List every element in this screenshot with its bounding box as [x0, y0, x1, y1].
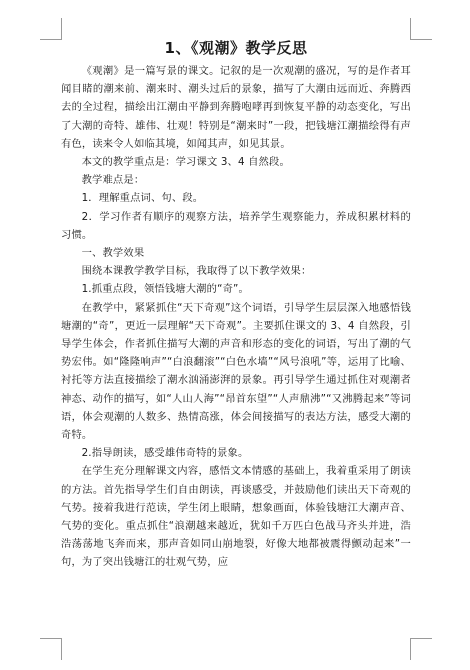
body-paragraph-1: 在教学中，紧紧抓住“天下奇观”这个词语，引导学生层层深入地感悟钱塘潮的“奇”，更近一层理解“天下奇观”。主要抓住课文的 3、4 自然段，引导学生体会，作者抓住描写大潮的声音和形态的变化的词语，写出了潮的气势宏伟。如“隆隆响声”“白浪翻滚”“白色水墙”“风号浪吼”等，运用了比喻、衬托等方法直接描绘了潮水汹涌澎湃的景象。再引导学生通过抓住对观潮者神态、动作的描写，如“人山人海”“昂首东望”“人声鼎沸”“又沸腾起来”等词语，体会观潮的人数多、热情高涨，体会间接描写的表达方法，感受大潮的奇特。	[61, 301, 411, 442]
corner-mark-bottom-left-h	[40, 638, 62, 639]
teaching-difficulty-heading: 教学难点是：	[81, 174, 145, 187]
section-heading-effect: 一、教学效果	[81, 247, 145, 260]
document-title: 1、《观潮》教学反思	[164, 39, 308, 57]
effect-intro: 围绕本课教学教学目标，我取得了以下教学效果：	[81, 265, 312, 278]
subheading-1: 1.抓重点段，领悟钱塘大潮的“奇”。	[81, 283, 249, 296]
subheading-2: 2.指导朗读，感受雄伟奇特的景象。	[81, 447, 249, 460]
difficulty-item-1: 1．理解重点词、句、段。	[81, 192, 204, 205]
corner-mark-top-left-h	[40, 39, 62, 40]
corner-mark-bottom-right-h	[410, 638, 432, 639]
difficulty-item-2: 2．学习作者有顺序的观察方法，培养学生观察能力，养成积累材料的习惯。	[61, 210, 411, 241]
corner-mark-bottom-right-v	[410, 638, 411, 660]
body-paragraph-2: 在学生充分理解课文内容，感悟文本情感的基础上，我着重采用了朗读的方法。首先指导学生们自由朗读，再谈感受，并鼓励他们读出天下奇观的气势。接着我进行范读，学生闭上眼睛，想象画面，体验钱塘江大潮声音、气势的变化。重点抓住“浪潮越来越近，犹如千万匹白色战马齐头并进，浩浩荡荡地飞奔而来，那声音如同山崩地裂，好像大地都被震得颤动起来”一句，为了突出钱塘江的壮观气势，应	[61, 465, 411, 569]
intro-paragraph: 《观潮》是一篇写景的课文。记叙的是一次观潮的盛况，写的是作者耳闻目睹的潮来前、潮来时、潮头过后的景象，描写了大潮由远而近、奔腾西去的全过程，描绘出江潮由平静到奔腾咆哮再到恢复平静的动态变化，写出了大潮的奇特、雄伟、壮观！特别是“潮来时”一段，把钱塘江潮描绘得有声有色，读来令人如临其境，如闻其声，如见其景。	[61, 65, 411, 150]
corner-mark-top-right-h	[410, 39, 432, 40]
document-page	[61, 37, 411, 572]
teaching-focus: 本文的教学重点是：学习课文 3、4 自然段。	[81, 156, 290, 169]
corner-mark-bottom-left-v	[61, 638, 62, 660]
